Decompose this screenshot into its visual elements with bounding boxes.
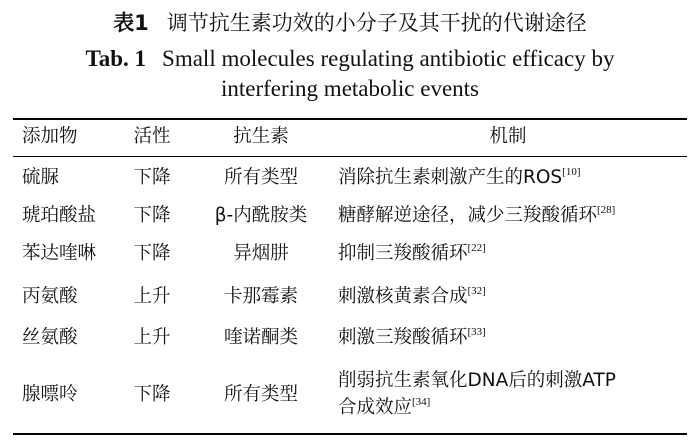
caption-text-english-line2: interfering metabolic events (220, 76, 479, 101)
row-2-antibiotic: β-内酰胺类 (214, 205, 308, 226)
row-1-antibiotic: 所有类型 (223, 167, 298, 188)
row-5-additive: 丝氨酸 (22, 327, 78, 348)
row-1-activity: 下降 (133, 167, 171, 188)
table-caption-english (0, 44, 700, 104)
row-4-mechanism-text: 刺激核黄素合成 (338, 286, 468, 307)
row-3-additive: 苯达喹啉 (22, 243, 97, 264)
table-caption-chinese (0, 8, 700, 38)
row-3-reference: [22] (467, 242, 486, 254)
table-header-rule (13, 156, 687, 157)
row-2-reference: [28] (597, 204, 616, 216)
row-6-additive: 腺嘌呤 (22, 384, 78, 405)
row-1-mechanism (338, 165, 581, 191)
row-3-activity: 下降 (133, 243, 171, 264)
table-bottom-rule (13, 433, 687, 435)
row-6-reference: [34] (412, 396, 431, 408)
table-top-rule (13, 118, 687, 120)
row-2-mechanism (338, 203, 615, 229)
row-6-mechanism-line2 (338, 394, 616, 421)
row-5-reference: [33] (467, 326, 486, 338)
row-6-mechanism (338, 367, 616, 421)
row-5-activity: 上升 (133, 327, 171, 348)
row-5-antibiotic: 喹诺酮类 (223, 327, 298, 348)
row-4-activity: 上升 (133, 286, 171, 307)
row-3-mechanism-text: 抑制三羧酸循环 (338, 243, 468, 264)
row-4-reference: [32] (467, 285, 486, 297)
row-6-activity: 下降 (133, 384, 171, 405)
header-activity: 活性 (133, 126, 171, 147)
caption-text-english-line1: Small molecules regulating antibiotic efficacy by (162, 46, 615, 71)
caption-label-english: Tab. 1 (85, 46, 147, 71)
row-3-antibiotic: 异烟肼 (233, 243, 289, 264)
header-mechanism: 机制 (489, 126, 527, 147)
row-4-antibiotic: 卡那霉素 (223, 286, 298, 307)
row-6-mechanism-line2-text: 合成效应 (338, 397, 413, 418)
header-additive: 添加物 (22, 126, 78, 147)
row-6-antibiotic: 所有类型 (223, 384, 298, 405)
caption-label-chinese: 表1 (113, 11, 149, 35)
row-5-mechanism-text: 刺激三羧酸循环 (338, 327, 468, 348)
row-1-additive: 硫脲 (22, 167, 60, 188)
row-2-additive: 琥珀酸盐 (22, 205, 97, 226)
row-2-mechanism-text: 糖酵解逆途径，减少三羧酸循环 (338, 205, 598, 226)
row-4-additive: 丙氨酸 (22, 286, 78, 307)
row-3-mechanism (338, 241, 486, 267)
header-antibiotic: 抗生素 (233, 126, 289, 147)
row-1-reference: [10] (562, 166, 581, 178)
caption-text-chinese: 调节抗生素功效的小分子及其干扰的代谢途径 (166, 11, 587, 35)
row-1-mechanism-text: 消除抗生素刺激产生的ROS (338, 167, 563, 188)
row-2-activity: 下降 (133, 205, 171, 226)
row-6-mechanism-line1: 削弱抗生素氧化DNA后的刺激ATP (338, 370, 616, 391)
row-4-mechanism (338, 284, 486, 310)
row-5-mechanism (338, 325, 486, 351)
